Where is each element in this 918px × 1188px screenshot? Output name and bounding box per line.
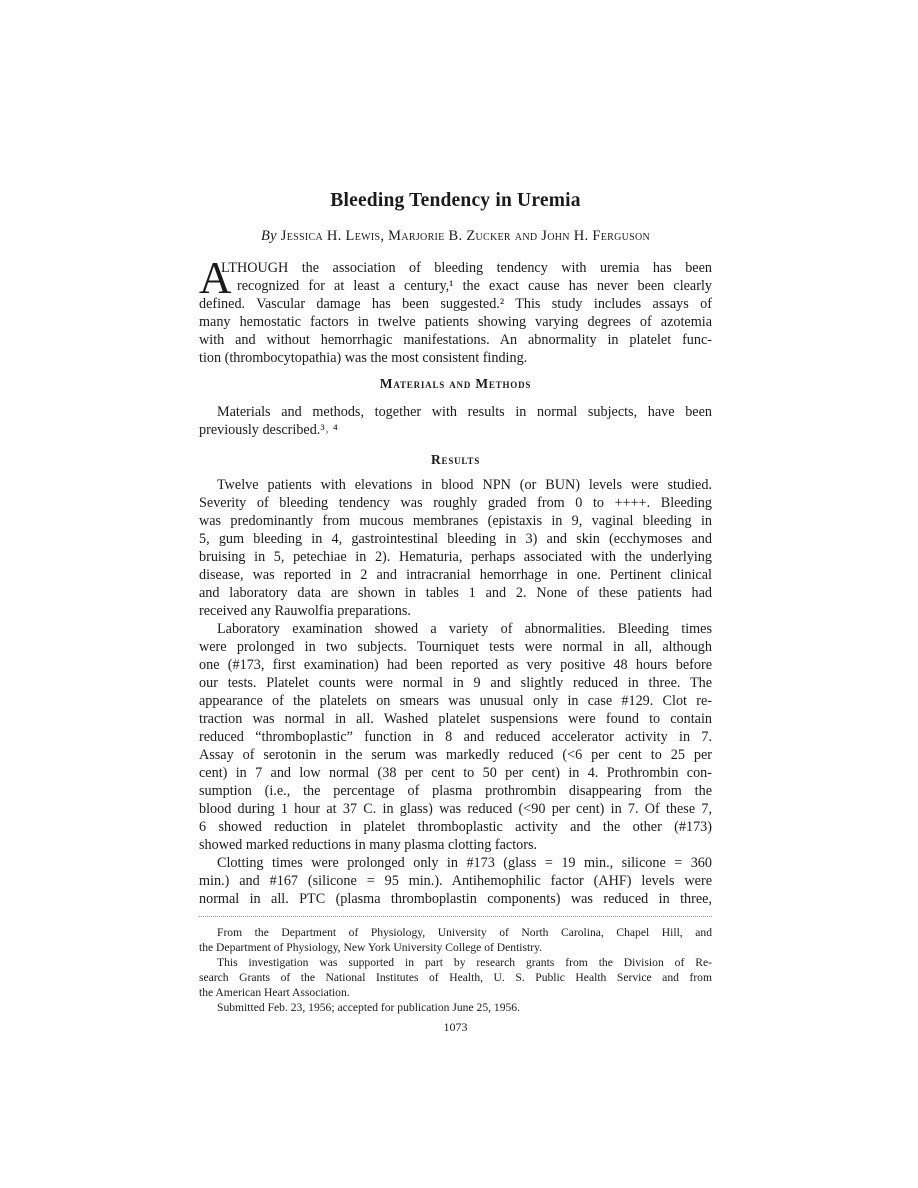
text-line: 6 showed reduction in platelet thromboplastic activity and the other (#173) [199,819,712,835]
methods-paragraph [199,403,712,439]
text-line: many hemostatic factors in twelve patients showing varying degrees of azotemia [199,314,712,330]
text-line: sumption (i.e., the percentage of plasma prothrombin disappearing from the [199,783,712,799]
text-line: Assay of serotonin in the serum was markedly reduced (<6 per cent to 25 per [199,747,712,763]
text-line: reduced “thromboplastic” function in 8 and reduced accelerator activity in 7. [199,729,712,745]
text-line: traction was normal in all. Washed platelet suspensions were found to contain [199,711,712,727]
text-line: LTHOUGH the association of bleeding tendency with uremia has been [221,260,712,276]
footnote-line: the American Heart Association. [199,986,350,999]
footnote-line: the Department of Physiology, New York University College of Dentistry. [199,941,543,954]
text-line: Severity of bleeding tendency was roughly graded from 0 to ++++. Bleeding [199,495,712,511]
text-line: was predominantly from mucous membranes (epistaxis in 9, vaginal bleeding in [199,513,712,529]
byline [199,228,712,245]
text-line: defined. Vascular damage has been suggested.² This study includes assays of [199,296,712,312]
text-line: Laboratory examination showed a variety of abnormalities. Bleeding times [217,621,712,637]
text-line: blood during 1 hour at 37 C. in glass) was reduced (<90 per cent) in 7. Of these 7, [199,801,712,817]
text-line: with and without hemorrhagic manifestations. An abnormality in platelet func- [199,332,712,348]
results-section [199,476,712,908]
text-line: received any Rauwolfia preparations. [199,603,411,619]
text-line: Materials and methods, together with results in normal subjects, have been [217,404,712,420]
footnote-line: Submitted Feb. 23, 1956; accepted for publication June 25, 1956. [217,1001,520,1014]
section-heading-materials-methods: Materials and Methods [379,376,532,391]
text-line: bruising in 5, petechiae in 2). Hematuria, perhaps associated with the underlying [199,549,712,565]
footnotes [199,925,712,1015]
footnote-line: From the Department of Physiology, University of North Carolina, Chapel Hill, and [217,926,712,939]
text-line: recognized for at least a century,¹ the exact cause has never been clearly [237,278,712,294]
text-line: and laboratory data are shown in tables 1 and 2. None of these patients had [199,585,712,601]
article-title: Bleeding Tendency in Uremia [330,190,581,211]
authors: Jessica H. Lewis, Marjorie B. Zucker and John H. Ferguson [280,228,651,244]
footnote-divider [199,916,712,917]
footnote-line: This investigation was supported in part by research grants from the Division of Re- [217,956,712,969]
text-line: disease, was reported in 2 and intracranial hemorrhage in one. Pertinent clinical [199,567,712,583]
text-line: tion (thrombocytopathia) was the most consistent finding. [199,350,528,366]
intro-paragraph [199,253,712,367]
page-number: 1073 [443,1020,468,1034]
text-line: our tests. Platelet counts were normal in 9 and slightly reduced in three. The [199,675,712,691]
text-line: one (#173, first examination) had been reported as very positive 48 hours before [199,657,712,673]
text-line: were prolonged in two subjects. Tourniquet tests were normal in all, although [199,639,712,655]
text-line: previously described.³˒ ⁴ [199,422,338,438]
section-heading-results: Results [430,452,481,467]
text-line: showed marked reductions in many plasma clotting factors. [199,837,538,853]
text-line: normal in all. PTC (plasma thromboplastin components) was reduced in three, [199,891,712,907]
text-line: min.) and #167 (silicone = 95 min.). Antihemophilic factor (AHF) levels were [199,873,712,889]
drop-cap: A [199,253,232,303]
footnote-line: search Grants of the National Institutes of Health, U. S. Public Health Service and from [199,971,712,984]
byline-prefix: By [260,228,277,244]
text-line: Twelve patients with elevations in blood NPN (or BUN) levels were studied. [217,477,712,493]
text-line: appearance of the platelets on smears was unusual only in case #129. Clot re- [199,693,712,709]
text-line: Clotting times were prolonged only in #173 (glass = 19 min., silicone = 360 [217,855,712,871]
text-line: cent) in 7 and low normal (38 per cent to 50 per cent) in 4. Prothrombin con- [199,765,712,781]
text-line: 5, gum bleeding in 4, gastrointestinal bleeding in 3) and skin (ecchymoses and [199,531,712,547]
